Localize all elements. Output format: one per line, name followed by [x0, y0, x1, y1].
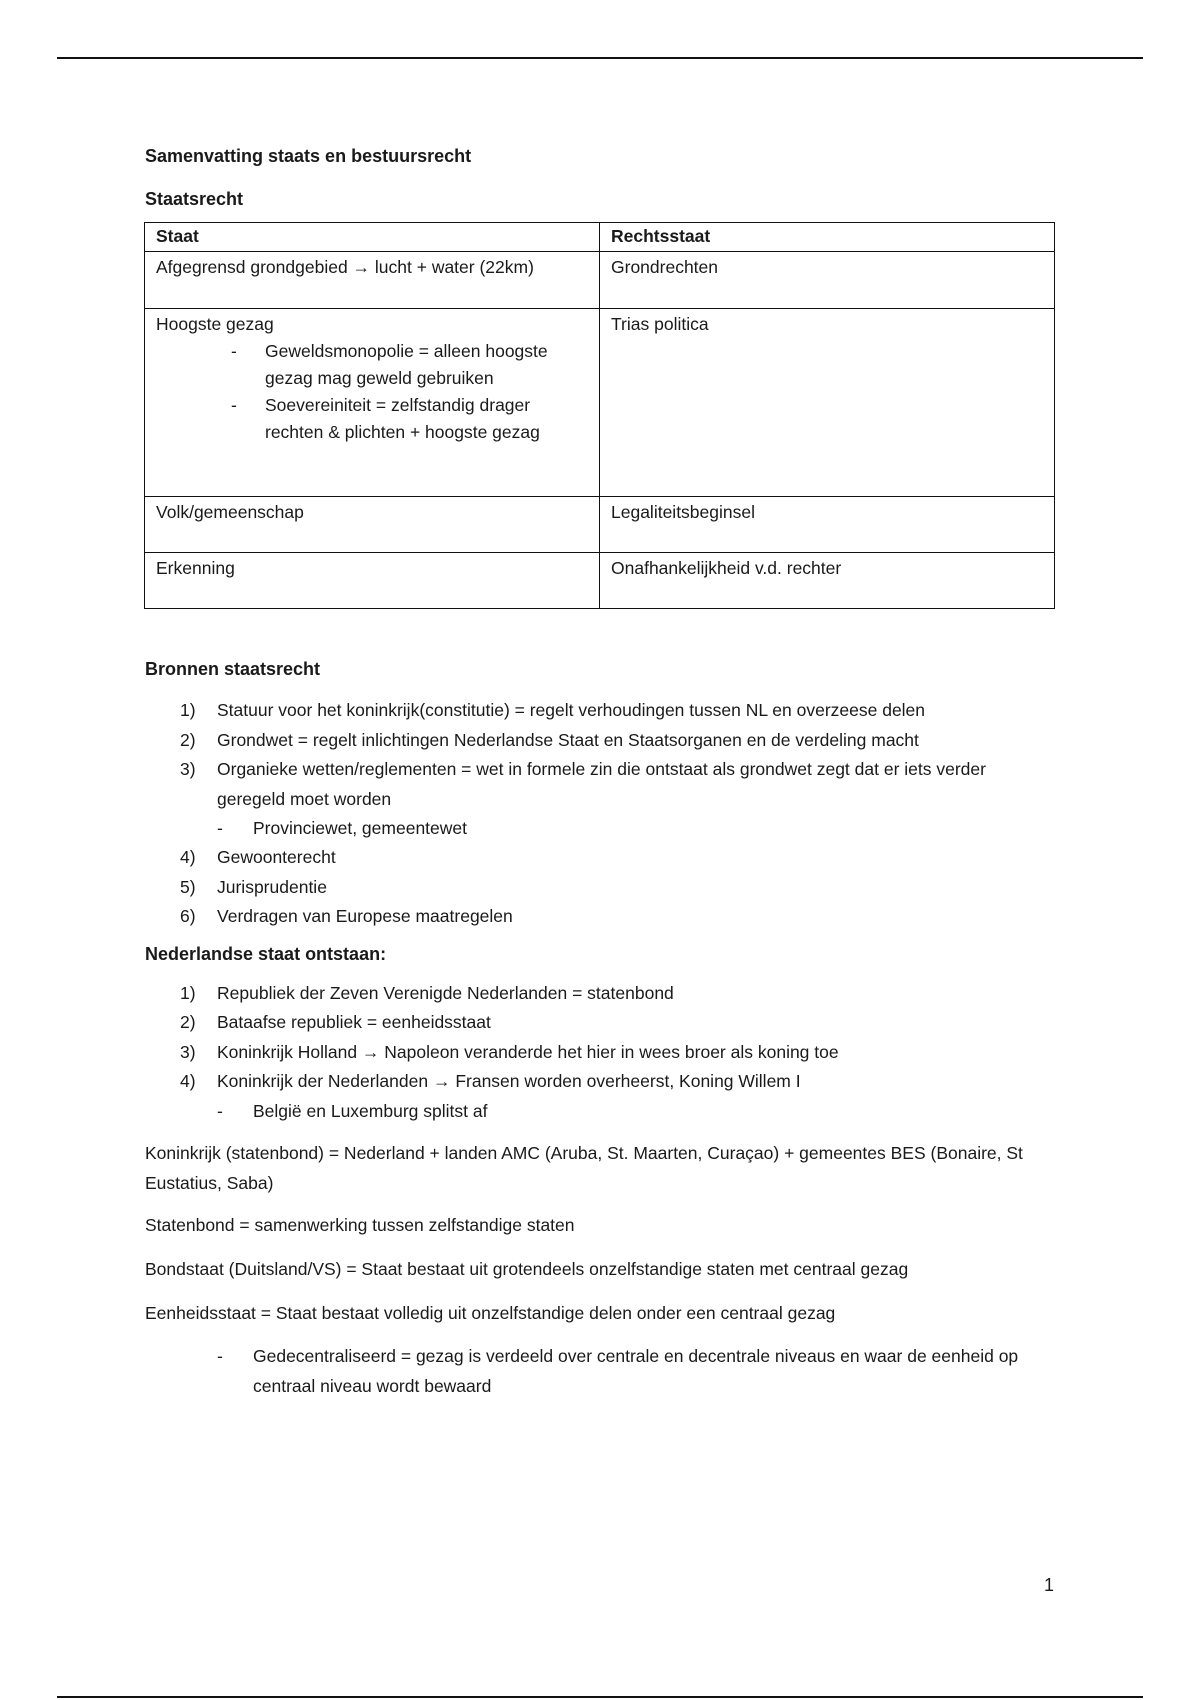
list-item [180, 1008, 1055, 1038]
table-cell: Afgegrensd grondgebied → lucht + water (22km) [145, 252, 600, 309]
list-item: - Soevereiniteit = zelfstandig drager rechten & plichten + hoogste gezag [231, 392, 588, 446]
list-item [180, 696, 1055, 726]
table-cell: Volk/gemeenschap [145, 497, 600, 553]
list-text: Koninkrijk Holland → Napoleon veranderde het hier in wees broer als koning toe [217, 1041, 839, 1062]
table-cell: Erkenning [145, 553, 600, 609]
paragraph-bondstaat: Bondstaat (Duitsland/VS) = Staat bestaat uit grotendeels onzelfstandige staten met centraal gezag [145, 1258, 909, 1279]
paragraph-eenheidsstaat: Eenheidsstaat = Staat bestaat volledig uit onzelfstandige delen onder een centraal gezag [145, 1302, 836, 1323]
page-number: 1 [1044, 1575, 1055, 1595]
list-text: Grondwet = regelt inlichtingen Nederlandse Staat en Staatsorganen en de verdeling macht [217, 729, 919, 750]
list-text: Jurisprudentie [217, 876, 327, 897]
bottom-rule [57, 1696, 1143, 1698]
table-row [145, 553, 1055, 609]
list-number: 4) [180, 847, 196, 867]
table-header-rechtsstaat: Rechtsstaat [600, 223, 1055, 252]
section-heading-staatsrecht: Staatsrecht [145, 189, 244, 209]
list-number: 5) [180, 876, 196, 897]
list-number: 2) [180, 1012, 196, 1032]
table-row [145, 497, 1055, 553]
eenheidsstaat-sub-list [145, 1341, 1055, 1401]
list-item [180, 979, 1055, 1009]
bronnen-list [145, 696, 1055, 814]
ontstaan-list [145, 979, 1055, 1097]
document-title: Samenvatting staats en bestuursrecht [145, 146, 472, 166]
list-item [180, 755, 1055, 814]
table-cell: Trias politica [600, 309, 1055, 497]
table-cell: Grondrechten [600, 252, 1055, 309]
list-item [180, 902, 1055, 932]
list-item [180, 1067, 1055, 1097]
list-item: - België en Luxemburg splitst af [217, 1097, 1055, 1126]
bronnen-list-continued [145, 843, 1055, 932]
list-number: 4) [180, 1071, 196, 1091]
cell-text: Hoogste gezag [156, 314, 274, 334]
list-text: Statuur voor het koninkrijk(constitutie) = regelt verhoudingen tussen NL en overzeese delen [217, 700, 926, 720]
table-row [145, 252, 1055, 309]
list-number: 2) [180, 729, 196, 750]
list-item [180, 726, 1055, 756]
list-text: Bataafse republiek = eenheidsstaat [217, 1012, 491, 1032]
list-item: - Gedecentraliseerd = gezag is verdeeld over centrale en decentrale niveaus en waar de eenheid op centraal niveau wordt bewaard [217, 1341, 1055, 1401]
list-number: 3) [180, 759, 196, 779]
list-text: Organieke wetten/reglementen = wet in formele zin die ontstaat als grondwet zegt dat er iets verder geregeld moet worden [217, 759, 986, 809]
page-content [145, 146, 1055, 1401]
table-header-staat: Staat [145, 223, 600, 252]
top-rule [57, 57, 1143, 59]
list-item: - Geweldsmonopolie = alleen hoogste gezag mag geweld gebruiken [231, 338, 588, 392]
list-text: Koninkrijk der Nederlanden → Fransen worden overheerst, Koning Willem I [217, 1071, 801, 1091]
list-text: Verdragen van Europese maatregelen [217, 906, 513, 926]
staat-rechtsstaat-table [144, 222, 1055, 609]
paragraph-koninkrijk: Koninkrijk (statenbond) = Nederland + landen AMC (Aruba, St. Maarten, Curaçao) + gemeentes BES (Bonaire, St Eustatius, Saba) [145, 1142, 1023, 1193]
table-cell [145, 309, 600, 497]
list-item [180, 843, 1055, 873]
section-heading-ontstaan: Nederlandse staat ontstaan: [145, 943, 387, 964]
bronnen-sub-list [145, 814, 1055, 843]
list-number: 6) [180, 906, 196, 926]
list-text: Gewoonterecht [217, 847, 336, 867]
list-number: 1) [180, 700, 196, 720]
list-number: 1) [180, 982, 196, 1003]
table-row [145, 309, 1055, 497]
table-header-row [145, 223, 1055, 252]
list-item [180, 873, 1055, 903]
table-cell: Onafhankelijkheid v.d. rechter [600, 553, 1055, 609]
table-cell: Legaliteitsbeginsel [600, 497, 1055, 553]
section-heading-bronnen: Bronnen staatsrecht [145, 659, 321, 679]
ontstaan-sub-list [145, 1097, 1055, 1126]
list-item: - Provinciewet, gemeentewet [217, 814, 1055, 843]
list-text: Republiek der Zeven Verenigde Nederlanden = statenbond [217, 982, 674, 1003]
list-number: 3) [180, 1041, 196, 1062]
cell-bullet-list [156, 338, 588, 446]
list-item [180, 1038, 1055, 1068]
paragraph-statenbond: Statenbond = samenwerking tussen zelfstandige staten [145, 1214, 575, 1235]
